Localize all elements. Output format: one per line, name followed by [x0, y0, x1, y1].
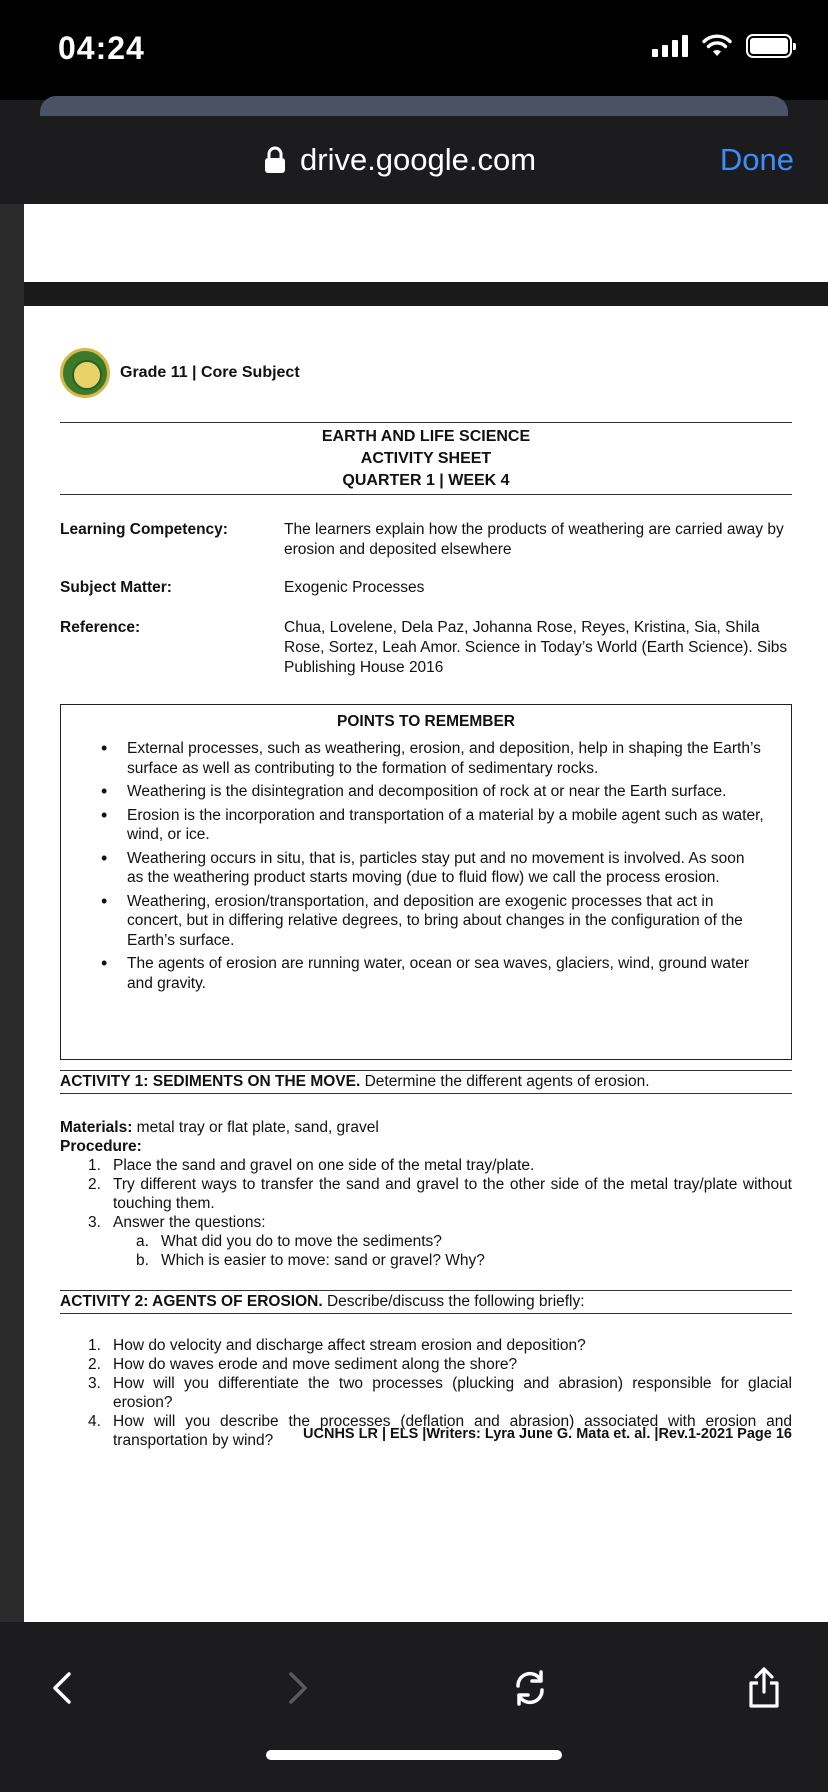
- forward-button[interactable]: [270, 1660, 326, 1716]
- point-item: • The agents of erosion are running water, ocean or sea waves, glaciers, wind, ground water and gravity.: [101, 954, 765, 993]
- activity-1-header: [60, 1070, 792, 1094]
- page-header: [60, 348, 300, 398]
- title-line-2: ACTIVITY SHEET: [360, 450, 492, 467]
- info-value: Chua, Lovelene, Dela Paz, Johanna Rose, Reyes, Kristina, Sia, Shila Rose, Sortez, Leah Amor. Science in Today’s World (Earth Science). Sibs Publishing House 2016: [284, 619, 788, 676]
- wifi-icon: [702, 34, 732, 58]
- status-time: 04:24: [58, 30, 145, 66]
- info-label: Subject Matter:: [60, 579, 172, 596]
- reference-row: [60, 618, 792, 678]
- materials-line: [60, 1118, 792, 1137]
- share-button[interactable]: [736, 1660, 792, 1716]
- title-line-1: EARTH AND LIFE SCIENCE: [321, 428, 531, 445]
- share-icon: [746, 1667, 782, 1709]
- point-item: • Weathering, erosion/transportation, and deposition are exogenic processes that act in concert, but in differing relative degrees, to bring about changes in the configuration of the Earth’s surface.: [101, 892, 765, 951]
- activity-1-instruction: Determine the different agents of erosion.: [360, 1073, 650, 1090]
- info-value: The learners explain how the products of weathering are carried away by erosion and deposited elsewhere: [284, 521, 784, 558]
- page-gap: [24, 282, 828, 306]
- chevron-left-icon: [50, 1671, 74, 1705]
- status-bar: [0, 0, 828, 100]
- document-page: [24, 306, 828, 1622]
- school-seal-icon: [60, 348, 110, 398]
- refresh-button[interactable]: [502, 1660, 558, 1716]
- title-line-3: QUARTER 1 | WEEK 4: [342, 472, 510, 489]
- previous-page-edge: [24, 204, 828, 282]
- procedure-label: Procedure:: [60, 1138, 142, 1155]
- grade-label: Grade 11 | Core Subject: [120, 364, 300, 381]
- refresh-icon: [510, 1668, 550, 1708]
- activity-2-header: [60, 1290, 792, 1314]
- points-title: POINTS TO REMEMBER: [337, 713, 515, 730]
- activity-1-title: ACTIVITY 1: SEDIMENTS ON THE MOVE.: [60, 1073, 361, 1090]
- back-button[interactable]: [34, 1660, 90, 1716]
- points-list: [101, 739, 791, 993]
- activity-2-item: 2. How do waves erode and move sediment along the shore?: [88, 1356, 518, 1373]
- page-footer: UCNHS LR | ELS |Writers: Lyra June G. Mata et. al. |Rev.1-2021 Page 16: [303, 1426, 792, 1442]
- activity-2-item: 3. How will you differentiate the two processes (plucking and abrasion) responsible for glacial erosion?: [88, 1375, 792, 1411]
- procedure-step: 3. Answer the questions:: [88, 1214, 266, 1231]
- point-item: • Erosion is the incorporation and transportation of a material by a mobile agent such as water, wind, or ice.: [101, 806, 765, 845]
- info-label: Learning Competency:: [60, 521, 228, 538]
- activity-2-title: ACTIVITY 2: AGENTS OF EROSION.: [60, 1293, 323, 1310]
- learning-competency-row: [60, 520, 792, 560]
- document-viewer[interactable]: [0, 204, 828, 1622]
- bottom-toolbar: [0, 1622, 828, 1792]
- points-to-remember-box: [60, 704, 792, 1060]
- procedure-step: 1. Place the sand and gravel on one side of the metal tray/plate.: [88, 1157, 535, 1174]
- question-item: b. Which is easier to move: sand or gravel? Why?: [136, 1252, 485, 1269]
- activity-1-body: [60, 1118, 792, 1270]
- activity-2-item: 1. How do velocity and discharge affect stream erosion and deposition?: [88, 1337, 586, 1354]
- activity-1-questions: [136, 1232, 792, 1270]
- info-label: Reference:: [60, 619, 141, 636]
- document-title: [60, 426, 792, 492]
- point-item: • Weathering occurs in situ, that is, particles stay put and no movement is involved. As soon as the weathering product starts moving (due to fluid flow) we call the process erosion.: [101, 849, 765, 888]
- battery-icon: [746, 34, 792, 58]
- status-icons: [652, 34, 792, 58]
- chevron-right-icon: [286, 1671, 310, 1705]
- point-item: • External processes, such as weathering, erosion, and deposition, help in shaping the Earth’s surface as well as contributing to the formation of sedimentary rocks.: [101, 739, 765, 778]
- cellular-signal-icon: [652, 35, 688, 57]
- title-top-rule: [60, 422, 792, 423]
- home-indicator[interactable]: [266, 1750, 562, 1760]
- url-display[interactable]: [264, 142, 536, 178]
- activity-2-item: 4. How will you describe the processes (deflation and abrasion) associated with erosion and transportation by wind?: [88, 1413, 792, 1449]
- info-value: Exogenic Processes: [284, 579, 425, 596]
- lock-icon: [264, 146, 286, 174]
- url-text: drive.google.com: [300, 142, 537, 177]
- activity-2-instruction: Describe/discuss the following briefly:: [322, 1293, 585, 1310]
- materials-label: Materials:: [60, 1119, 133, 1136]
- procedure-step: 2. Try different ways to transfer the sand and gravel to the other side of the metal tray/plate without touching them.: [88, 1176, 792, 1212]
- procedure-steps: [88, 1156, 792, 1232]
- question-item: a. What did you do to move the sediments?: [136, 1233, 442, 1250]
- url-bar: [0, 116, 828, 204]
- done-button[interactable]: Done: [719, 142, 794, 177]
- title-bottom-rule: [60, 494, 792, 495]
- materials-text: metal tray or flat plate, sand, gravel: [132, 1119, 379, 1136]
- point-item: • Weathering is the disintegration and decomposition of rock at or near the Earth surface.: [101, 782, 765, 802]
- subject-matter-row: [60, 578, 792, 598]
